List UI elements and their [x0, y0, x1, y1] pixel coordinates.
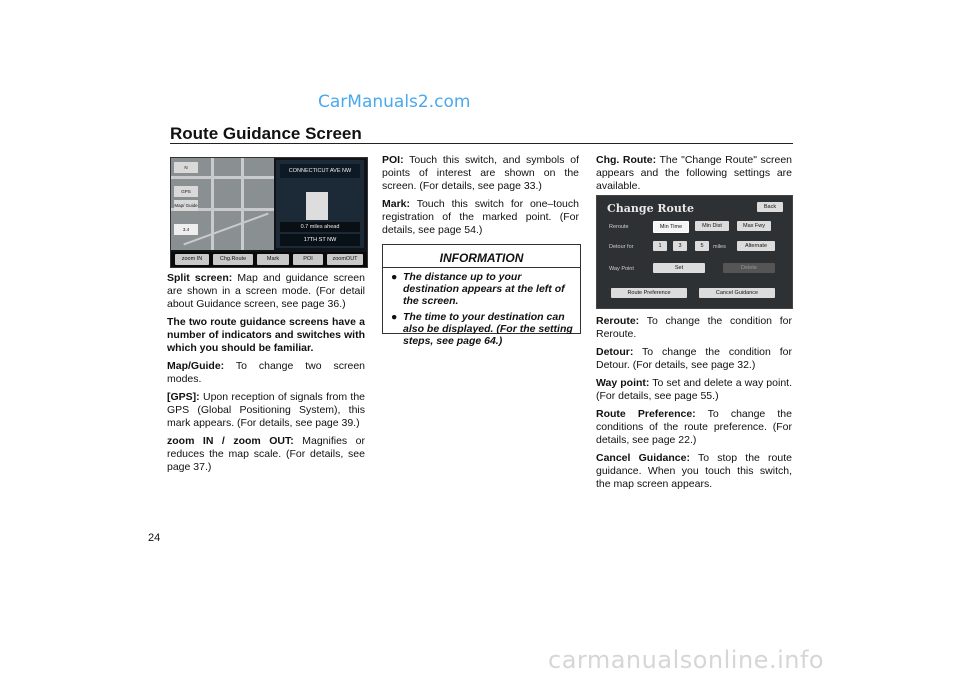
chg-route-para [596, 154, 792, 193]
mark-text: Touch this switch for one–touch registration of the marked point. (For details, see page 54.) [382, 198, 579, 236]
zoom-in-button[interactable]: zoom IN [175, 254, 209, 265]
cancel-guidance-para [596, 452, 792, 491]
split-screen-label: Split screen: [167, 272, 233, 284]
mark-button[interactable]: Mark [257, 254, 289, 265]
watermark-bottom[interactable]: carmanualsonline.info [548, 646, 825, 674]
poi-text: Touch this switch, and symbols of points of interest are shown on the screen. (For details, see page 33.) [382, 154, 579, 192]
zoom-text: Magnifies or reduces the map scale. (For details, see page 37.) [167, 435, 365, 473]
reroute-label: Reroute: [596, 315, 640, 327]
information-box [382, 244, 581, 347]
next-street: 17TH ST NW [280, 234, 360, 246]
detour-label: Detour: [596, 346, 634, 358]
delete-button[interactable]: Delete [723, 263, 775, 273]
route-preference-label: Route Preference: [596, 408, 696, 420]
max-fwy-button[interactable]: Max Fwy [737, 221, 771, 231]
back-button[interactable]: Back [757, 202, 783, 212]
list-item [389, 271, 576, 307]
poi-label: POI: [382, 154, 404, 166]
chg-route-label: Chg. Route: [596, 154, 657, 166]
cancel-guidance-button[interactable]: Cancel Guidance [699, 288, 775, 298]
alternate-button[interactable]: Alternate [737, 241, 775, 251]
way-point-para [596, 377, 792, 403]
min-time-button[interactable]: Min Time [653, 221, 689, 233]
guidance-panel [276, 160, 364, 248]
miles-label: miles [713, 244, 726, 250]
map-road [171, 176, 274, 179]
current-street: CONNECTICUT AVE NW [280, 164, 360, 178]
poi-para [382, 154, 579, 193]
map-guide-text: To change two screen modes. [167, 360, 365, 385]
chg-route-text: The "Change Route" screen appears and the following settings are available. [596, 154, 792, 192]
way-point-text: To set and delete a way point. (For details, see page 55.) [596, 377, 792, 402]
intro-text: The two route guidance screens have a number of indicators and switches with which you should be familiar. [167, 316, 365, 354]
detour-text: To change the condition for Detour. (For details, see page 32.) [596, 346, 792, 371]
zoom-label: zoom IN / zoom OUT: [167, 435, 294, 447]
title-divider [170, 143, 793, 144]
reroute-text: To change the condition for Reroute. [596, 315, 792, 340]
gps-indicator: GPS [174, 186, 198, 197]
map-road [211, 158, 214, 250]
change-route-screen-image [596, 195, 793, 309]
route-preference-button[interactable]: Route Preference [611, 288, 687, 298]
route-preference-text: To change the conditions of the route preference. (For details, see page 22.) [596, 408, 792, 446]
way-point-label: Way point: [596, 377, 650, 389]
detour-para [596, 346, 792, 372]
cancel-guidance-text: To stop the route guidance. When you touch this switch, the map screen appears. [596, 452, 792, 490]
detour-3-button[interactable]: 3 [673, 241, 687, 251]
info-item-text: The distance up to your destination appears at the left of the screen. [403, 271, 565, 307]
reroute-row-label: Reroute [609, 224, 629, 230]
distance-ahead: 0.7 miles ahead [280, 222, 360, 232]
nav-button-row [171, 252, 367, 267]
bullet-icon: ● [391, 311, 398, 323]
reroute-para [596, 315, 792, 341]
map-guide-label: Map/Guide: [167, 360, 225, 372]
map-road [241, 158, 244, 250]
way-point-row-label: Way Point [609, 266, 634, 272]
information-divider [383, 267, 580, 268]
page-title: Route Guidance Screen [170, 124, 362, 143]
zoom-para [167, 435, 365, 474]
column-2 [382, 154, 579, 242]
map-guide-para [167, 360, 365, 386]
north-arrow-icon: N [174, 162, 198, 173]
split-screen-text: Map and guidance screen are shown in a screen mode. (For detail about Guidance screen, see page 36.) [167, 272, 365, 310]
distance-indicator: 3.4 [174, 224, 198, 235]
map-guide-button[interactable]: Map/ Guide [174, 200, 198, 211]
column-3-after-image [596, 315, 792, 491]
gps-label: [GPS]: [167, 391, 200, 403]
split-screen-para [167, 272, 365, 311]
page-number: 24 [148, 532, 161, 544]
nav-split-screen-image [170, 157, 368, 268]
information-heading: INFORMATION [439, 251, 524, 265]
turn-arrow-icon [306, 192, 328, 220]
cancel-guidance-label: Cancel Guidance: [596, 452, 690, 464]
change-route-title: Change Route [607, 202, 694, 215]
gps-para [167, 391, 365, 430]
set-button[interactable]: Set [653, 263, 705, 273]
detour-5-button[interactable]: 5 [695, 241, 709, 251]
information-list [389, 271, 576, 351]
map-area [171, 158, 274, 250]
poi-button[interactable]: POI [293, 254, 323, 265]
column-1 [167, 272, 365, 479]
min-dist-button[interactable]: Min Dist [695, 221, 729, 231]
intro-para [167, 316, 365, 355]
zoom-out-button[interactable]: zoomOUT [327, 254, 363, 265]
watermark-top[interactable]: CarManuals2.com [318, 92, 471, 112]
info-item-text: The time to your destination can also be displayed. (For the setting steps, see page 64.) [403, 311, 573, 347]
detour-1-button[interactable]: 1 [653, 241, 667, 251]
detour-row-label: Detour for [609, 244, 634, 250]
bullet-icon: ● [391, 271, 398, 283]
mark-para [382, 198, 579, 237]
mark-label: Mark: [382, 198, 411, 210]
list-item [389, 311, 576, 347]
gps-text: Upon reception of signals from the GPS (Global Positioning System), this mark appears. (For details, see page 39.) [167, 391, 365, 429]
chg-route-button[interactable]: Chg.Route [213, 254, 253, 265]
route-preference-para [596, 408, 792, 447]
